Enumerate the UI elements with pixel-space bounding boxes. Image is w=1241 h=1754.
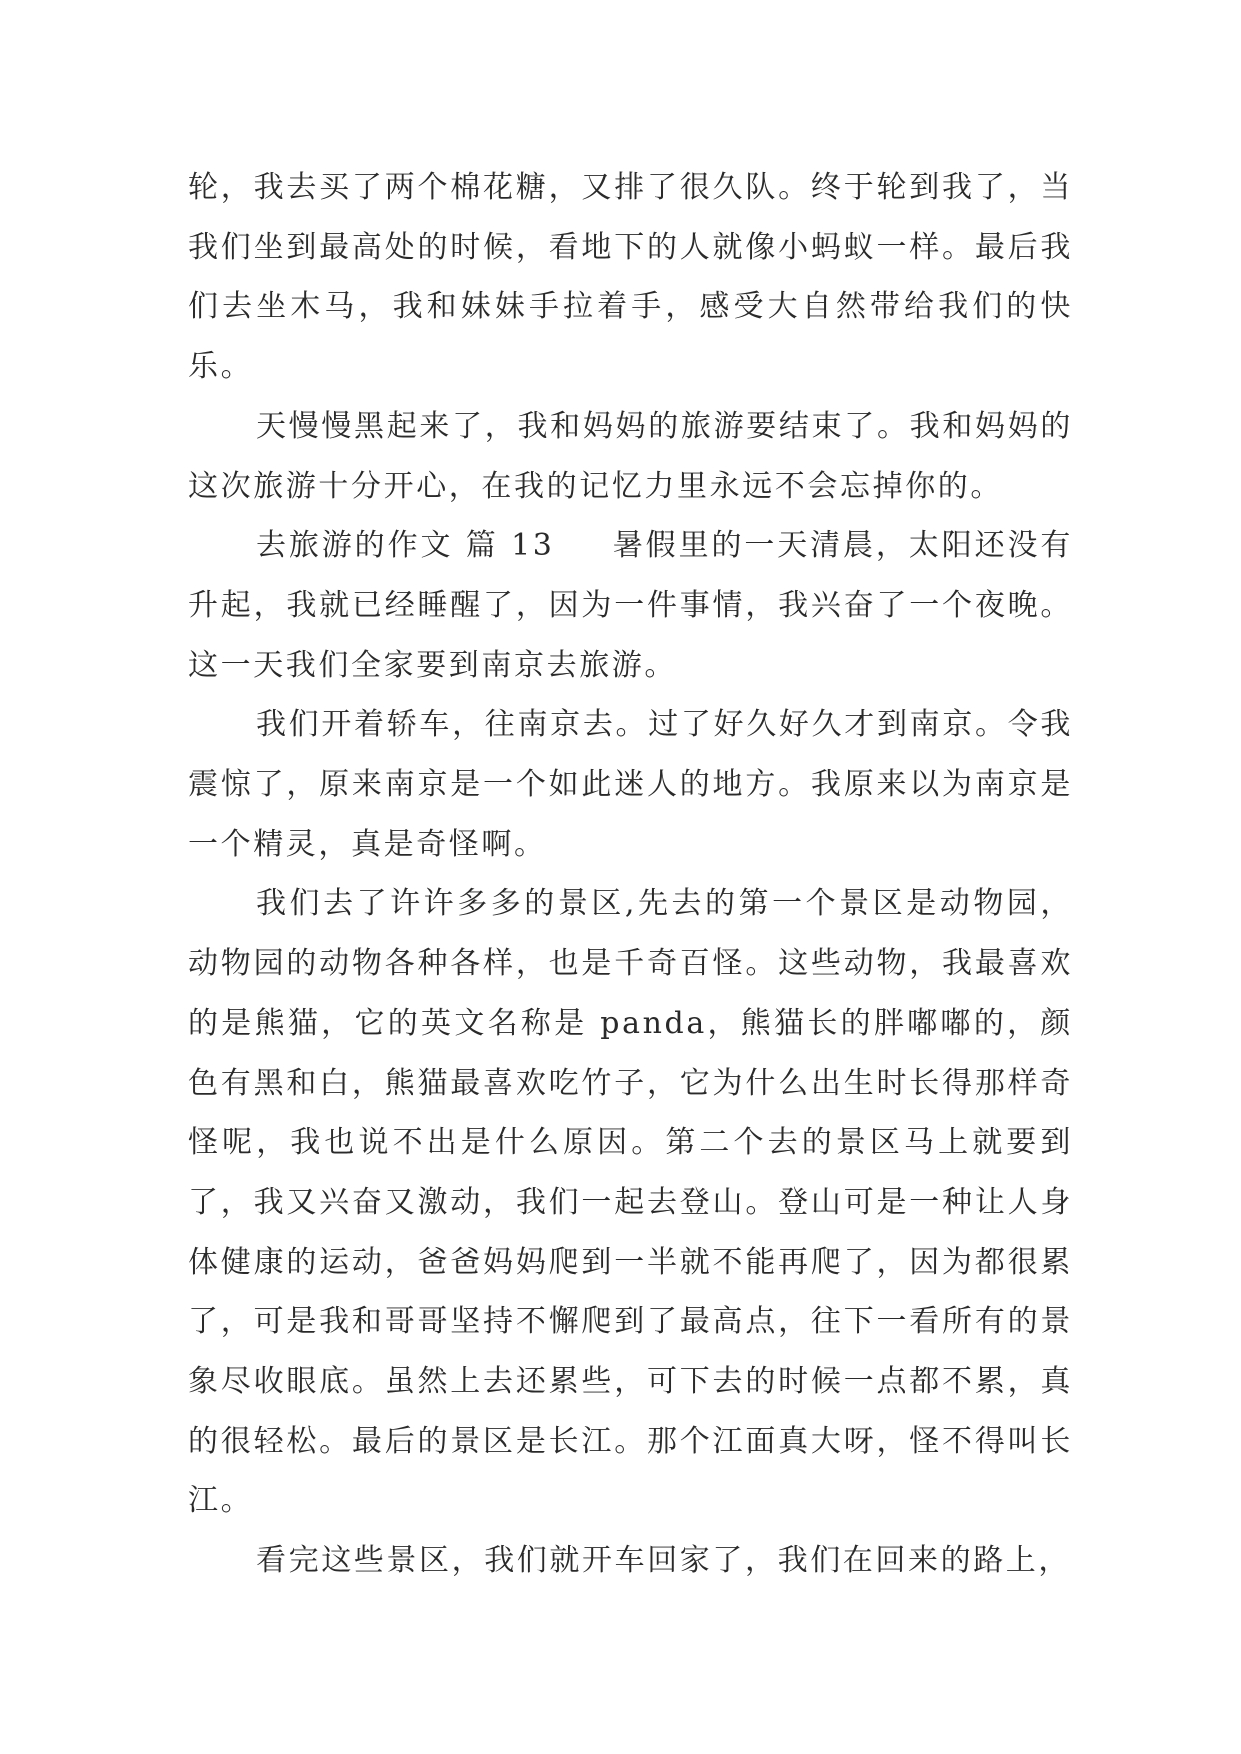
paragraph-6: 看完这些景区，我们就开车回家了，我们在回来的路上， bbox=[256, 1543, 1071, 1579]
paragraph-3 bbox=[188, 516, 1073, 695]
paragraph-2: 天慢慢黑起来了，我和妈妈的旅游要结束了。我和妈妈的这次旅游十分开心，在我的记忆力里永远不会忘掉你的。 bbox=[188, 408, 1073, 504]
paragraph-1: 轮，我去买了两个棉花糖，又排了很久队。终于轮到我了，当我们坐到最高处的时候，看地下的人就像小蚂蚁一样。最后我们去坐木马，我和妹妹手拉着手，感受大自然带给我们的快乐。 bbox=[188, 170, 1073, 385]
paragraph-4: 我们开着轿车，往南京去。过了好久好久才到南京。令我震惊了，原来南京是一个如此迷人的地方。我原来以为南京是一个精灵，真是奇怪啊。 bbox=[188, 707, 1073, 862]
paragraph-5: 我们去了许许多多的景区,先去的第一个景区是动物园，动物园的动物各种各样，也是千奇百怪。这些动物，我最喜欢的是熊猫，它的英文名称是 panda，熊猫长的胖嘟嘟的，颜色有黑和白，熊猫最喜欢吃竹子，它为什么出生时长得那样奇怪呢，我也说不出是什么原因。第二个去的景区马上就要到了，我又兴奋又激动，我们一起去登山。登山可是一种让人身体健康的运动，爸爸妈妈爬到一半就不能再爬了，因为都很累了，可是我和哥哥坚持不懈爬到了最高点，往下一看所有的景象尽收眼底。虽然上去还累些，可下去的时候一点都不累，真的很轻松。最后的景区是长江。那个江面真大呀，怪不得叫长江。 bbox=[188, 886, 1073, 1519]
document-body bbox=[188, 158, 1073, 1591]
essay-heading: 去旅游的作文 篇 13 bbox=[256, 528, 555, 564]
paragraph-3-text: 暑假里的一天清晨，太阳还没有升起，我就已经睡醒了，因为一件事情，我兴奋了一个夜晚。这一天我们全家要到南京去旅游。 bbox=[188, 528, 1073, 683]
